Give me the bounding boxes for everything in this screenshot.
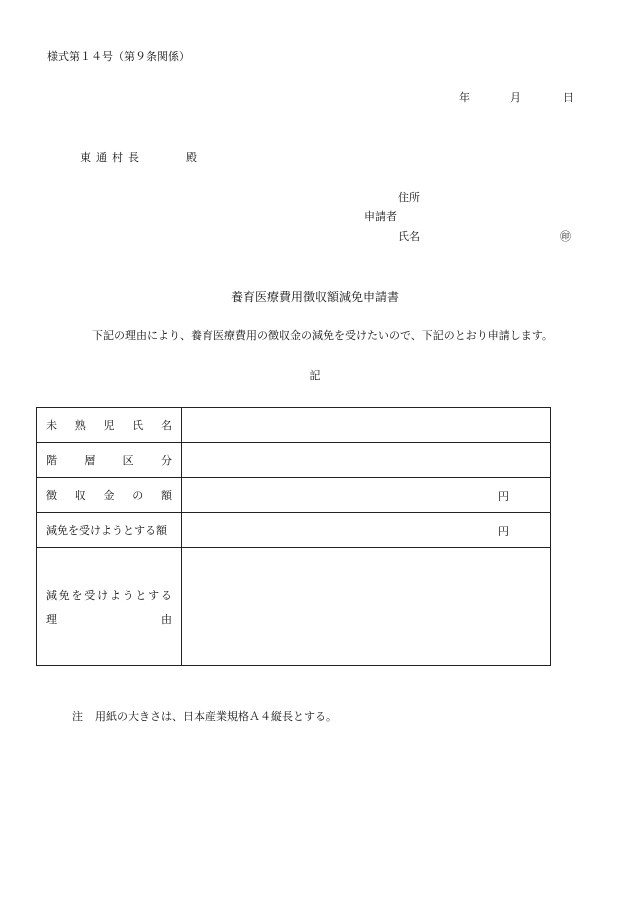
name-label: 氏名 bbox=[398, 230, 420, 243]
table-row bbox=[37, 478, 551, 513]
label-char: 氏 bbox=[132, 419, 144, 432]
addressee-honorific: 殿 bbox=[186, 151, 197, 164]
label-char: 収 bbox=[74, 489, 86, 502]
yen-unit: 円 bbox=[498, 525, 509, 538]
reduction-reason-label bbox=[37, 548, 182, 666]
label-char: 徴 bbox=[46, 489, 57, 502]
date-month-label: 月 bbox=[510, 91, 521, 104]
table-row bbox=[37, 513, 551, 548]
ki-heading: 記 bbox=[309, 369, 321, 382]
label-char: よ bbox=[109, 588, 121, 602]
label-char: と bbox=[135, 588, 147, 602]
label-char: の bbox=[132, 489, 144, 502]
label-char: す bbox=[148, 588, 160, 602]
yen-unit: 円 bbox=[498, 490, 509, 503]
label-char: 理 bbox=[46, 612, 57, 626]
table-row bbox=[37, 443, 551, 478]
applicant-label: 申請者 bbox=[364, 210, 397, 223]
table-row bbox=[37, 408, 551, 443]
date-day-label: 日 bbox=[563, 91, 574, 104]
label-char: 額 bbox=[161, 489, 172, 502]
reduction-reason-field[interactable] bbox=[182, 548, 551, 666]
footnote bbox=[72, 710, 337, 724]
label-char: 分 bbox=[160, 454, 172, 467]
tier-class-field[interactable] bbox=[182, 443, 551, 478]
label-char: 減 bbox=[46, 588, 57, 602]
addressee-name: 東通村長 bbox=[80, 151, 144, 164]
label-char: る bbox=[160, 588, 172, 602]
intro-text: 下記の理由により、養育医療費用の徴収金の減免を受けたいので、下記のとおり申請します。 bbox=[92, 329, 553, 342]
date-year-label: 年 bbox=[459, 91, 470, 104]
reduction-amount-label: 減免を受けようとする額 bbox=[37, 513, 182, 548]
table-row bbox=[37, 548, 551, 666]
footnote-text: 用紙の大きさは、日本産業規格Ａ４縦長とする。 bbox=[95, 710, 337, 723]
label-char: 熟 bbox=[74, 419, 86, 432]
label-char: 階 bbox=[46, 454, 57, 467]
label-char: 児 bbox=[103, 419, 115, 432]
seal-mark: ㊞ bbox=[560, 230, 571, 243]
infant-name-field[interactable] bbox=[182, 408, 551, 443]
label-char: を bbox=[71, 588, 83, 602]
tier-class-label bbox=[37, 443, 182, 478]
label-char: 名 bbox=[161, 419, 172, 432]
label-char: 由 bbox=[161, 612, 172, 626]
footnote-mark: 注 bbox=[72, 710, 83, 723]
label-char: け bbox=[97, 588, 109, 602]
form-number: 様式第１４号（第９条関係） bbox=[47, 50, 190, 63]
reduction-amount-field[interactable] bbox=[182, 513, 551, 548]
label-char: 金 bbox=[103, 489, 115, 502]
address-label: 住所 bbox=[398, 191, 420, 204]
label-char: 免 bbox=[58, 588, 70, 602]
infant-name-label bbox=[37, 408, 182, 443]
label-char: う bbox=[122, 588, 134, 602]
document-title: 養育医療費用徴収額減免申請書 bbox=[230, 290, 399, 304]
label-char: 受 bbox=[84, 588, 96, 602]
application-detail-table bbox=[36, 407, 551, 666]
collection-amount-label bbox=[37, 478, 182, 513]
label-char: 層 bbox=[84, 454, 96, 467]
label-char: 未 bbox=[46, 419, 57, 432]
collection-amount-field[interactable] bbox=[182, 478, 551, 513]
label-char: 区 bbox=[122, 454, 134, 467]
